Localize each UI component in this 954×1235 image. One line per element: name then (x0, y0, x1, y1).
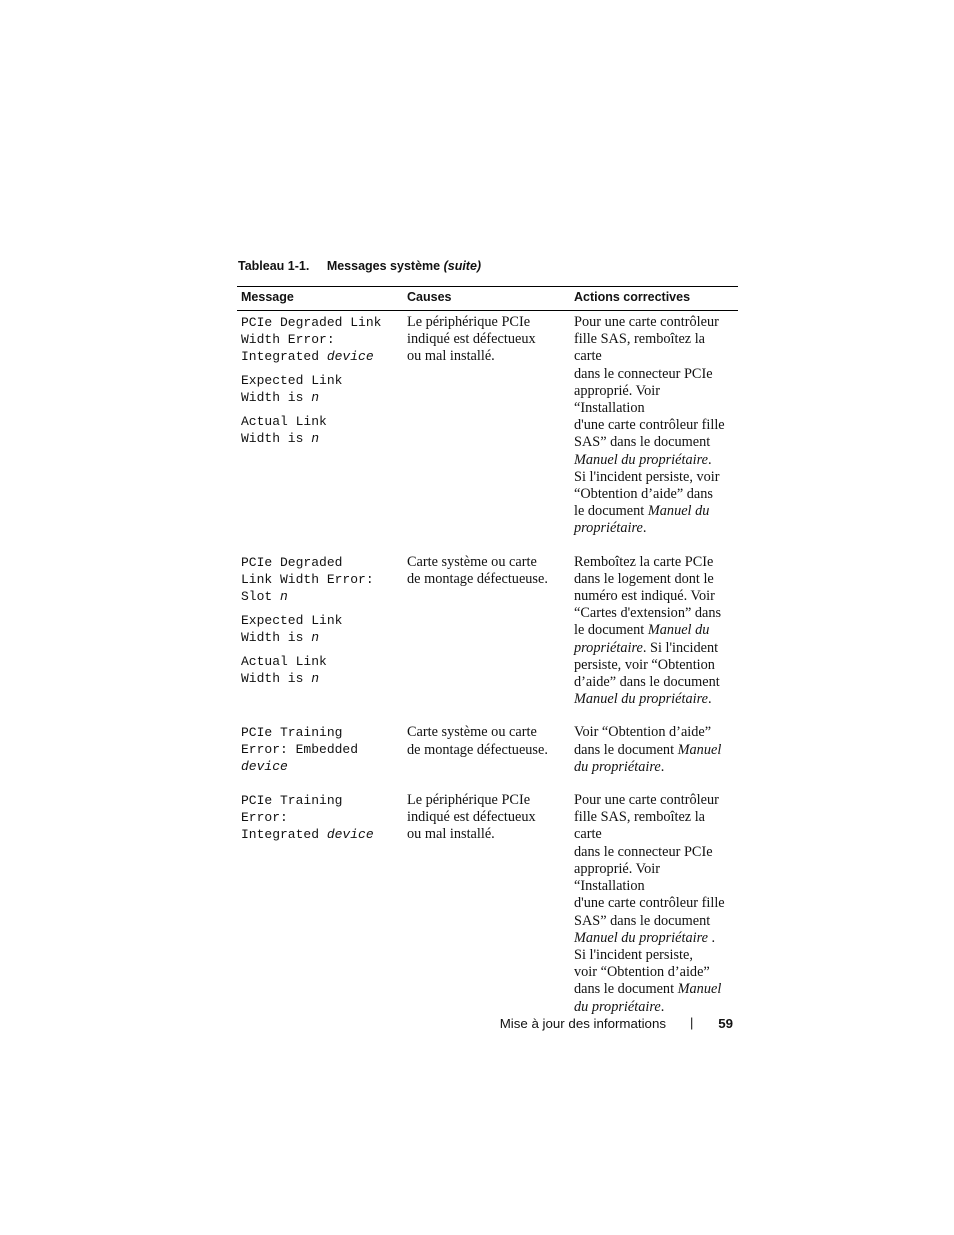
italic-text: Manuel du (647, 622, 710, 639)
text-run: Le périphérique PCIe (407, 792, 531, 809)
message-paragraph (241, 314, 399, 365)
italic-text: du propriétaire (574, 758, 661, 775)
italic-text: n (311, 670, 320, 686)
header-causes: Causes (403, 287, 570, 311)
message-cell (237, 790, 403, 1030)
text-run: d’aide” dans le document (574, 674, 720, 691)
italic-text: device (241, 759, 288, 775)
header-actions: Actions correctives (570, 287, 738, 311)
text-run: ou mal installé. (407, 348, 495, 365)
footer-separator: | (690, 1015, 694, 1030)
text-run: Actual Link Width is (241, 414, 327, 446)
text-run: Expected Link Width is (241, 373, 343, 405)
message-cell (237, 552, 403, 723)
text-run: de montage défectueuse. (407, 570, 548, 587)
text-run: Pour une carte contrôleur (574, 792, 719, 809)
italic-text: device (326, 349, 374, 364)
italic-text: Manuel du propriétaire (574, 451, 708, 468)
italic-text: device (326, 827, 374, 843)
text-run: . (642, 520, 647, 537)
text-run: “Obtention d’aide” dans (574, 486, 713, 503)
message-paragraph (241, 372, 399, 406)
italic-text: Manuel (677, 981, 722, 998)
text-run: fille SAS, remboîtez la carte (574, 809, 706, 843)
italic-text: n (311, 431, 320, 446)
italic-text: n (311, 629, 320, 645)
table-row (237, 552, 738, 723)
text-run: . (660, 998, 665, 1015)
text-run: . (707, 929, 716, 946)
page-number: 59 (718, 1016, 733, 1031)
table-row (237, 722, 738, 790)
text-run: numéro est indiqué. Voir (574, 588, 715, 605)
italic-text: Manuel du propriétaire (574, 929, 708, 946)
message-paragraph (241, 653, 399, 687)
text-run: PCIe Degraded Link Width Error: Integrated (241, 315, 382, 364)
text-run: indiqué est défectueux (407, 809, 536, 826)
italic-text: Manuel du (647, 503, 710, 520)
text-run: . Si l'incident (642, 639, 719, 656)
table-title: Messages système (326, 259, 441, 273)
text-run: Carte système ou carte (407, 553, 537, 570)
message-paragraph (241, 612, 399, 646)
text-run: . (707, 451, 712, 468)
message-paragraph (241, 554, 399, 605)
table-row (237, 311, 738, 552)
text-run: Pour une carte contrôleur (574, 314, 719, 330)
text-run: PCIe Degraded Link Width Error: Slot (241, 554, 374, 604)
text-run: approprié. Voir “Installation (574, 382, 661, 417)
footer-section-title: Mise à jour des informations (499, 1016, 666, 1031)
message-paragraph (241, 724, 399, 775)
text-run: Expected Link Width is (241, 612, 343, 645)
text-run: PCIe Training Error: Embedded (241, 725, 359, 758)
text-run: SAS” dans le document (574, 434, 711, 451)
text-run: Si l'incident persiste, (574, 946, 693, 963)
text-run: persiste, voir “Obtention (574, 656, 715, 673)
italic-text: n (311, 390, 320, 405)
causes-cell (403, 790, 570, 1030)
italic-text: Manuel (677, 741, 722, 758)
causes-cell (403, 311, 570, 552)
header-message: Message (237, 287, 403, 311)
text-run: voir “Obtention d’aide” (574, 964, 710, 981)
table-continued-label: (suite) (443, 259, 482, 273)
table-header-row (237, 287, 738, 311)
italic-text: Manuel du propriétaire (574, 691, 708, 708)
actions-cell (570, 722, 738, 790)
message-paragraph (241, 792, 399, 843)
text-run: Si l'incident persiste, voir (574, 468, 720, 485)
text-run: dans le connecteur PCIe (574, 365, 713, 382)
table-row (237, 790, 738, 1030)
text-run: le document (574, 622, 648, 639)
causes-cell (403, 722, 570, 790)
actions-cell (570, 552, 738, 723)
actions-cell (570, 311, 738, 552)
message-cell (237, 311, 403, 552)
text-run: dans le document (574, 741, 678, 758)
text-run: Carte système ou carte (407, 724, 537, 741)
text-run: Actual Link Width is (241, 653, 327, 686)
text-run: Le périphérique PCIe (407, 314, 531, 330)
table-caption (238, 259, 481, 273)
text-run: PCIe Training Error: Integrated (241, 793, 343, 843)
text-run: Voir “Obtention d’aide” (574, 724, 712, 741)
table-number: Tableau 1-1. (238, 259, 310, 273)
text-run: ou mal installé. (407, 826, 495, 843)
text-run: dans le connecteur PCIe (574, 843, 713, 860)
text-run: Remboîtez la carte PCIe (574, 553, 714, 570)
italic-text: n (280, 588, 288, 604)
actions-cell (570, 790, 738, 1030)
system-messages-table (237, 286, 738, 1030)
text-run: dans le logement dont le (574, 570, 714, 587)
text-run: approprié. Voir “Installation (574, 860, 661, 895)
italic-text: du propriétaire (574, 998, 661, 1015)
text-run: d'une carte contrôleur fille (574, 417, 725, 434)
text-run: SAS” dans le document (574, 912, 711, 929)
text-run: dans le document (574, 981, 678, 998)
text-run: d'une carte contrôleur fille (574, 895, 725, 912)
message-paragraph (241, 413, 399, 447)
text-run: . (660, 758, 665, 775)
italic-text: propriétaire (574, 639, 643, 656)
causes-cell (403, 552, 570, 723)
text-run: le document (574, 503, 648, 520)
text-run: de montage défectueuse. (407, 741, 548, 758)
text-run: indiqué est défectueux (407, 331, 536, 348)
text-run: . (707, 691, 712, 708)
message-cell (237, 722, 403, 790)
text-run: “Cartes d'extension” dans (574, 605, 722, 622)
italic-text: propriétaire (574, 520, 643, 537)
text-run: fille SAS, remboîtez la carte (574, 331, 706, 365)
